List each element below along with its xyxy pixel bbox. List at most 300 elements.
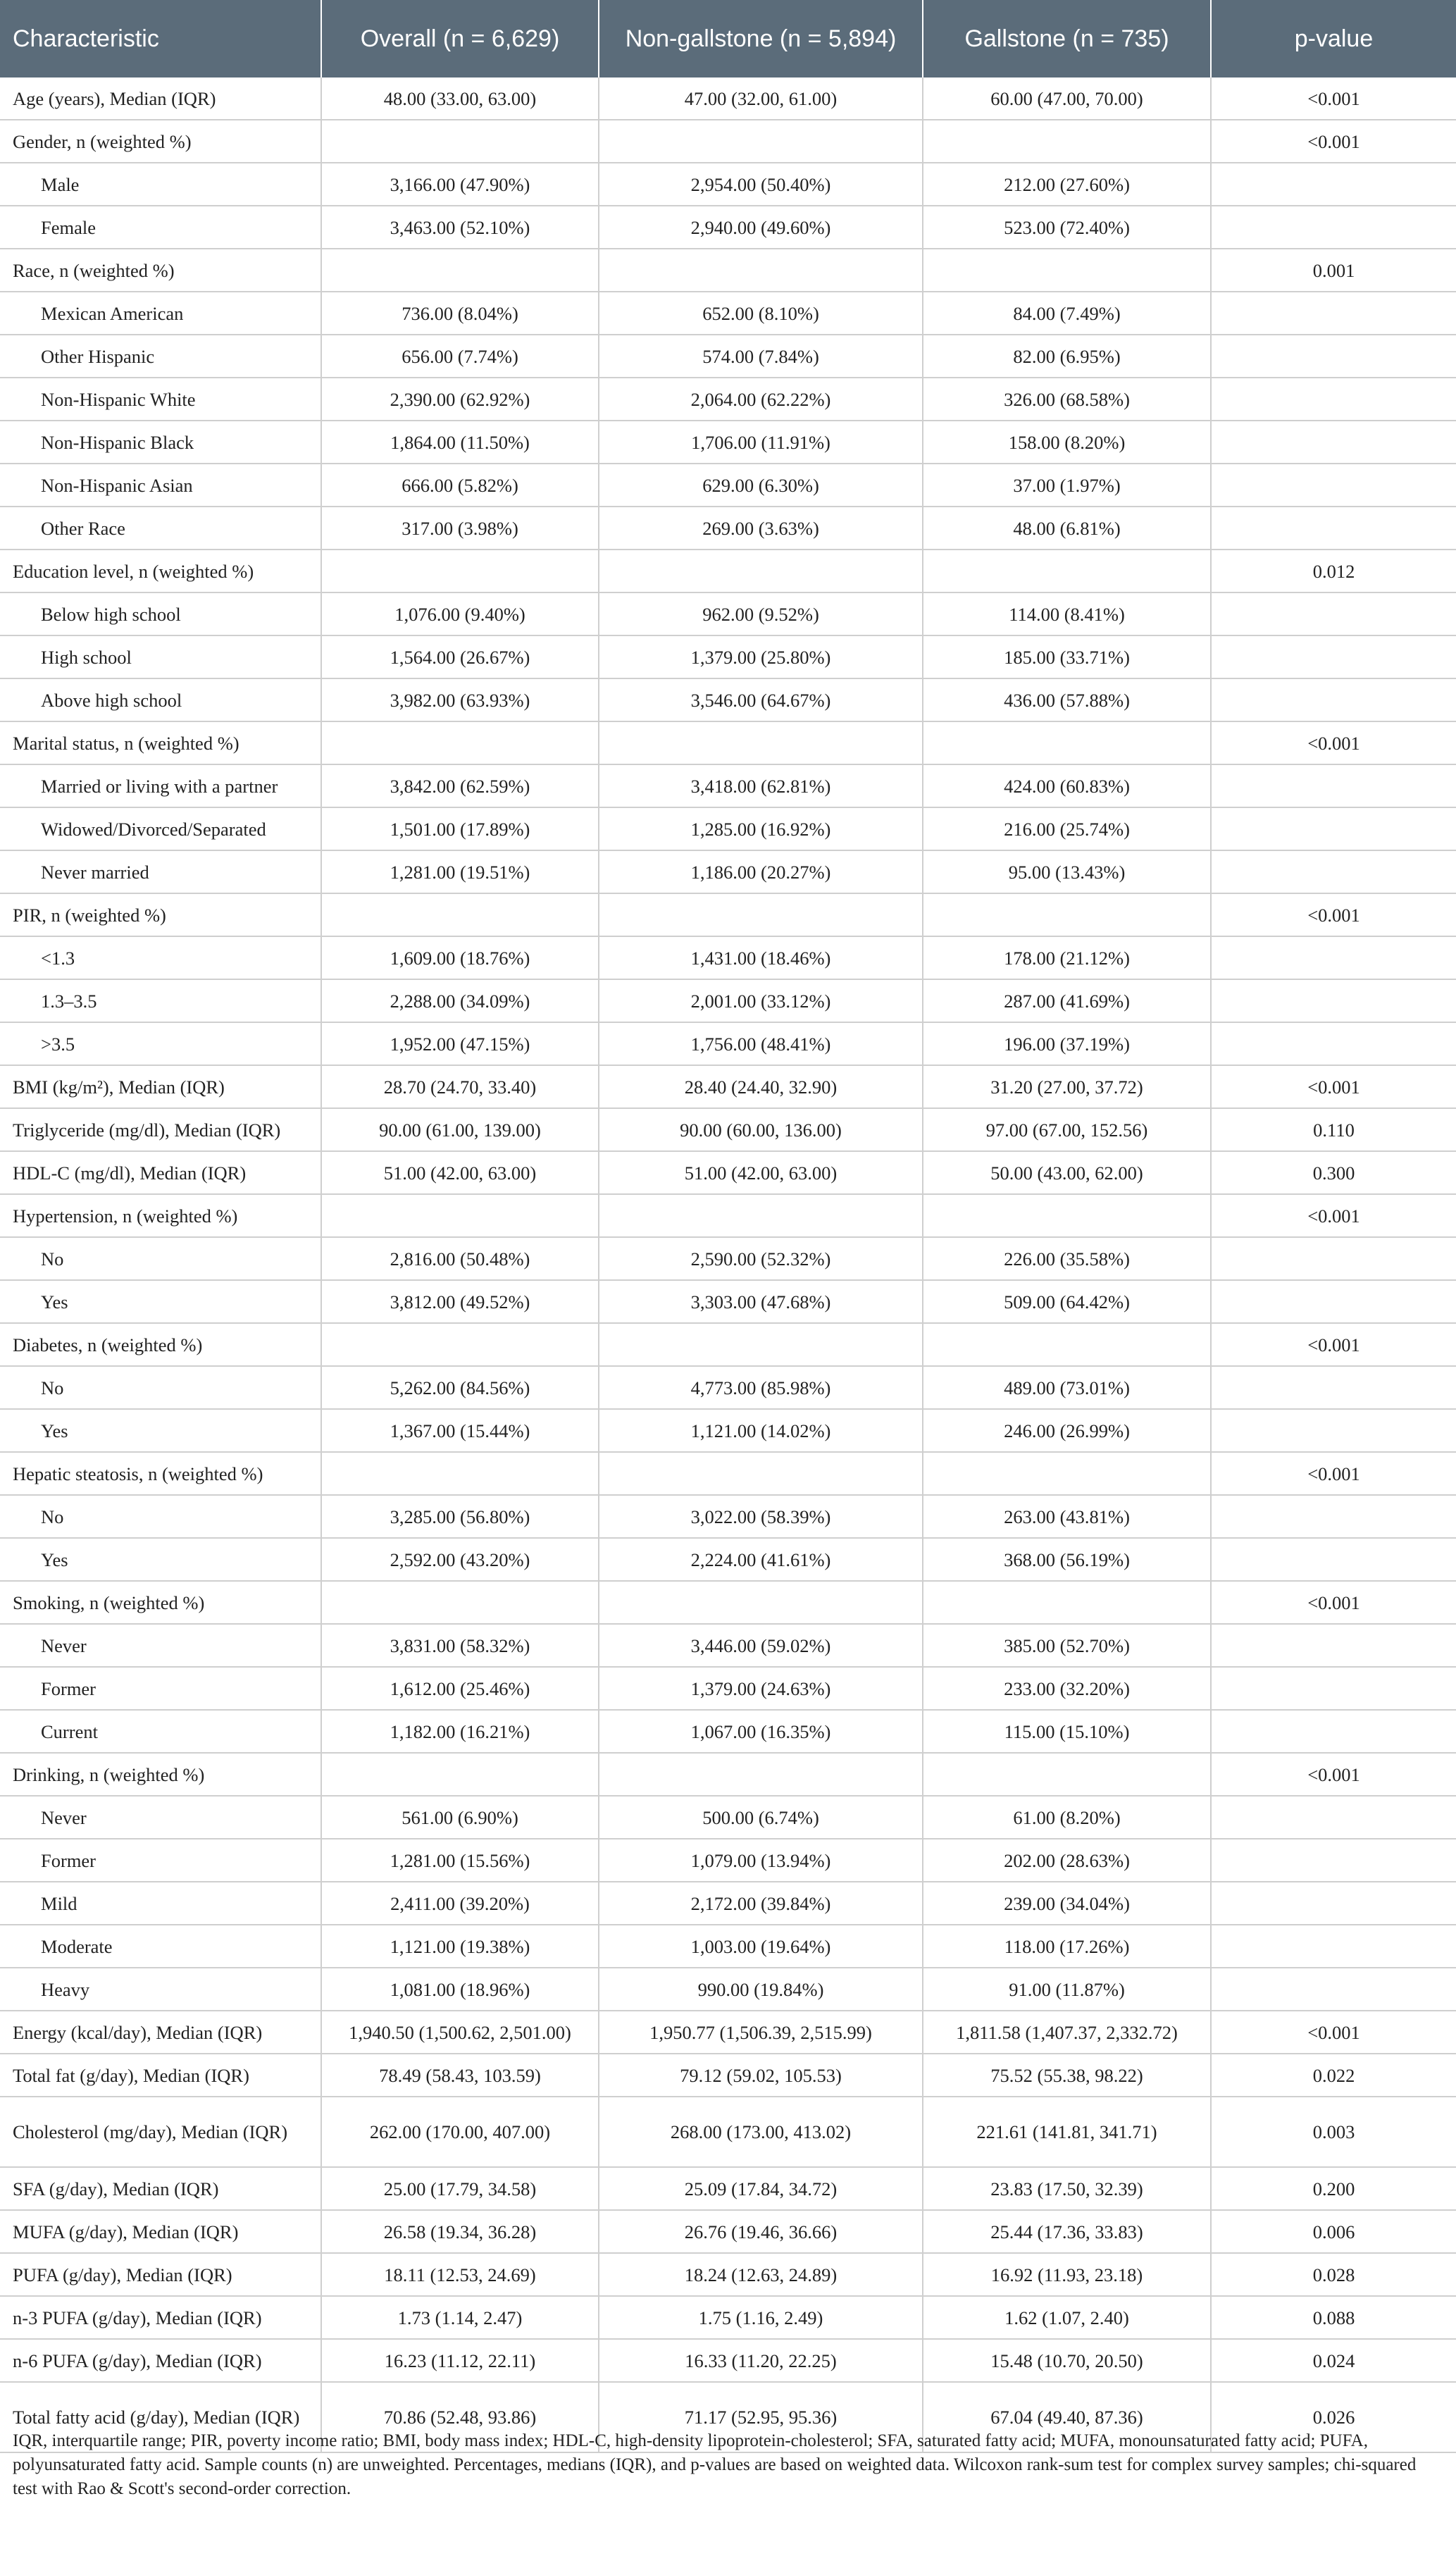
cell-gallstone: 23.83 (17.50, 32.39) <box>923 2167 1211 2210</box>
cell-characteristic: Married or living with a partner <box>0 764 321 807</box>
cell-overall: 2,592.00 (43.20%) <box>321 1538 599 1581</box>
cell-overall: 1,952.00 (47.15%) <box>321 1022 599 1065</box>
cell-non-gallstone: 25.09 (17.84, 34.72) <box>599 2167 923 2210</box>
cell-overall: 3,831.00 (58.32%) <box>321 1624 599 1667</box>
cell-gallstone: 239.00 (34.04%) <box>923 1882 1211 1925</box>
cell-overall <box>321 1323 599 1366</box>
cell-gallstone: 196.00 (37.19%) <box>923 1022 1211 1065</box>
cell-non-gallstone: 3,418.00 (62.81%) <box>599 764 923 807</box>
cell-overall: 25.00 (17.79, 34.58) <box>321 2167 599 2210</box>
cell-non-gallstone <box>599 721 923 764</box>
table-row <box>0 1280 1456 1323</box>
cell-non-gallstone <box>599 1753 923 1796</box>
cell-non-gallstone: 2,590.00 (52.32%) <box>599 1237 923 1280</box>
cell-characteristic: Total fat (g/day), Median (IQR) <box>0 2054 321 2097</box>
cell-gallstone: 82.00 (6.95%) <box>923 335 1211 378</box>
cell-non-gallstone: 71.17 (52.95, 95.36) <box>599 2382 923 2452</box>
cell-gallstone <box>923 1753 1211 1796</box>
cell-gallstone <box>923 721 1211 764</box>
cell-non-gallstone: 51.00 (42.00, 63.00) <box>599 1151 923 1194</box>
cell-overall <box>321 120 599 163</box>
table-row <box>0 1237 1456 1280</box>
cell-characteristic: Diabetes, n (weighted %) <box>0 1323 321 1366</box>
cell-gallstone: 178.00 (21.12%) <box>923 936 1211 979</box>
cell-non-gallstone: 1,379.00 (25.80%) <box>599 635 923 678</box>
cell-gallstone: 523.00 (72.40%) <box>923 206 1211 249</box>
cell-characteristic: Non-Hispanic White <box>0 378 321 421</box>
table-row <box>0 1495 1456 1538</box>
cell-overall: 1,612.00 (25.46%) <box>321 1667 599 1710</box>
table-row <box>0 421 1456 464</box>
cell-non-gallstone: 18.24 (12.63, 24.89) <box>599 2253 923 2296</box>
cell-p-value: 0.024 <box>1211 2339 1456 2382</box>
cell-p-value <box>1211 1667 1456 1710</box>
cell-p-value: 0.012 <box>1211 550 1456 592</box>
cell-p-value: 0.300 <box>1211 1151 1456 1194</box>
cell-p-value <box>1211 507 1456 550</box>
table-row <box>0 1108 1456 1151</box>
cell-gallstone: 489.00 (73.01%) <box>923 1366 1211 1409</box>
table-row <box>0 1710 1456 1753</box>
cell-p-value: <0.001 <box>1211 1065 1456 1108</box>
cell-p-value: <0.001 <box>1211 1581 1456 1624</box>
cell-overall: 1,940.50 (1,500.62, 2,501.00) <box>321 2011 599 2054</box>
table-row <box>0 635 1456 678</box>
cell-p-value <box>1211 1624 1456 1667</box>
cell-overall: 1,076.00 (9.40%) <box>321 592 599 635</box>
cell-characteristic: Never <box>0 1624 321 1667</box>
cell-p-value: 0.200 <box>1211 2167 1456 2210</box>
cell-non-gallstone: 1,950.77 (1,506.39, 2,515.99) <box>599 2011 923 2054</box>
cell-characteristic: Cholesterol (mg/day), Median (IQR) <box>0 2097 321 2167</box>
cell-p-value: <0.001 <box>1211 1323 1456 1366</box>
cell-characteristic: n-6 PUFA (g/day), Median (IQR) <box>0 2339 321 2382</box>
cell-overall <box>321 249 599 292</box>
cell-non-gallstone <box>599 1452 923 1495</box>
cell-characteristic: Triglyceride (mg/dl), Median (IQR) <box>0 1108 321 1151</box>
cell-non-gallstone: 962.00 (9.52%) <box>599 592 923 635</box>
cell-non-gallstone <box>599 550 923 592</box>
cell-characteristic: Moderate <box>0 1925 321 1968</box>
table-row <box>0 120 1456 163</box>
cell-p-value <box>1211 1710 1456 1753</box>
cell-overall: 1,081.00 (18.96%) <box>321 1968 599 2011</box>
header-characteristic: Characteristic <box>0 0 321 77</box>
cell-characteristic: Energy (kcal/day), Median (IQR) <box>0 2011 321 2054</box>
table-body <box>0 77 1456 2452</box>
cell-characteristic: Below high school <box>0 592 321 635</box>
cell-gallstone <box>923 1452 1211 1495</box>
cell-overall: 561.00 (6.90%) <box>321 1796 599 1839</box>
cell-p-value: 0.026 <box>1211 2382 1456 2452</box>
cell-non-gallstone: 1,431.00 (18.46%) <box>599 936 923 979</box>
cell-overall: 1,367.00 (15.44%) <box>321 1409 599 1452</box>
cell-gallstone: 424.00 (60.83%) <box>923 764 1211 807</box>
cell-overall: 656.00 (7.74%) <box>321 335 599 378</box>
cell-gallstone: 95.00 (13.43%) <box>923 850 1211 893</box>
cell-overall: 1,281.00 (15.56%) <box>321 1839 599 1882</box>
cell-p-value: <0.001 <box>1211 1753 1456 1796</box>
cell-gallstone <box>923 120 1211 163</box>
cell-gallstone: 25.44 (17.36, 33.83) <box>923 2210 1211 2253</box>
cell-gallstone: 61.00 (8.20%) <box>923 1796 1211 1839</box>
cell-p-value <box>1211 678 1456 721</box>
table-row <box>0 1925 1456 1968</box>
cell-gallstone: 185.00 (33.71%) <box>923 635 1211 678</box>
cell-gallstone: 115.00 (15.10%) <box>923 1710 1211 1753</box>
cell-non-gallstone: 79.12 (59.02, 105.53) <box>599 2054 923 2097</box>
table-row <box>0 292 1456 335</box>
cell-characteristic: Marital status, n (weighted %) <box>0 721 321 764</box>
cell-overall: 262.00 (170.00, 407.00) <box>321 2097 599 2167</box>
cell-p-value <box>1211 1882 1456 1925</box>
table-row <box>0 1065 1456 1108</box>
cell-non-gallstone: 47.00 (32.00, 61.00) <box>599 77 923 120</box>
cell-p-value <box>1211 1839 1456 1882</box>
cell-characteristic: Yes <box>0 1280 321 1323</box>
cell-overall: 2,816.00 (50.48%) <box>321 1237 599 1280</box>
cell-overall: 70.86 (52.48, 93.86) <box>321 2382 599 2452</box>
cell-overall: 3,982.00 (63.93%) <box>321 678 599 721</box>
cell-overall: 5,262.00 (84.56%) <box>321 1366 599 1409</box>
cell-p-value: <0.001 <box>1211 2011 1456 2054</box>
cell-gallstone <box>923 550 1211 592</box>
cell-overall: 16.23 (11.12, 22.11) <box>321 2339 599 2382</box>
cell-gallstone: 368.00 (56.19%) <box>923 1538 1211 1581</box>
cell-gallstone: 67.04 (49.40, 87.36) <box>923 2382 1211 2452</box>
cell-p-value <box>1211 1925 1456 1968</box>
cell-non-gallstone: 1,121.00 (14.02%) <box>599 1409 923 1452</box>
cell-overall: 2,288.00 (34.09%) <box>321 979 599 1022</box>
cell-overall: 317.00 (3.98%) <box>321 507 599 550</box>
cell-non-gallstone: 28.40 (24.40, 32.90) <box>599 1065 923 1108</box>
cell-non-gallstone <box>599 1323 923 1366</box>
cell-characteristic: Gender, n (weighted %) <box>0 120 321 163</box>
cell-non-gallstone <box>599 249 923 292</box>
cell-gallstone: 84.00 (7.49%) <box>923 292 1211 335</box>
cell-non-gallstone: 652.00 (8.10%) <box>599 292 923 335</box>
cell-characteristic: Other Race <box>0 507 321 550</box>
table-row <box>0 1022 1456 1065</box>
cell-p-value: <0.001 <box>1211 1452 1456 1495</box>
cell-characteristic: Widowed/Divorced/Separated <box>0 807 321 850</box>
table-row <box>0 721 1456 764</box>
table-row <box>0 1796 1456 1839</box>
cell-characteristic: Hypertension, n (weighted %) <box>0 1194 321 1237</box>
cell-non-gallstone: 3,022.00 (58.39%) <box>599 1495 923 1538</box>
table-row <box>0 1409 1456 1452</box>
cell-gallstone: 31.20 (27.00, 37.72) <box>923 1065 1211 1108</box>
cell-characteristic: No <box>0 1495 321 1538</box>
table-row <box>0 335 1456 378</box>
cell-characteristic: Former <box>0 1839 321 1882</box>
cell-overall <box>321 1581 599 1624</box>
cell-p-value <box>1211 1495 1456 1538</box>
cell-overall <box>321 1194 599 1237</box>
table-row <box>0 1194 1456 1237</box>
cell-characteristic: Male <box>0 163 321 206</box>
cell-characteristic: No <box>0 1237 321 1280</box>
table-row <box>0 2054 1456 2097</box>
cell-overall: 3,285.00 (56.80%) <box>321 1495 599 1538</box>
cell-characteristic: Mild <box>0 1882 321 1925</box>
cell-gallstone <box>923 1194 1211 1237</box>
cell-p-value <box>1211 1538 1456 1581</box>
cell-overall: 1,281.00 (19.51%) <box>321 850 599 893</box>
cell-non-gallstone: 26.76 (19.46, 36.66) <box>599 2210 923 2253</box>
cell-gallstone: 1.62 (1.07, 2.40) <box>923 2296 1211 2339</box>
cell-gallstone: 202.00 (28.63%) <box>923 1839 1211 1882</box>
table-row <box>0 936 1456 979</box>
cell-characteristic: No <box>0 1366 321 1409</box>
table-row <box>0 1968 1456 2011</box>
cell-p-value: 0.028 <box>1211 2253 1456 2296</box>
cell-gallstone: 287.00 (41.69%) <box>923 979 1211 1022</box>
cell-overall: 78.49 (58.43, 103.59) <box>321 2054 599 2097</box>
cell-non-gallstone: 1,706.00 (11.91%) <box>599 421 923 464</box>
cell-characteristic: Female <box>0 206 321 249</box>
table-row <box>0 2253 1456 2296</box>
cell-overall: 1,501.00 (17.89%) <box>321 807 599 850</box>
cell-overall <box>321 1753 599 1796</box>
cell-p-value: 0.001 <box>1211 249 1456 292</box>
table-header <box>0 0 1456 77</box>
cell-overall: 2,390.00 (62.92%) <box>321 378 599 421</box>
cell-p-value <box>1211 335 1456 378</box>
cell-p-value <box>1211 1968 1456 2011</box>
cell-characteristic: SFA (g/day), Median (IQR) <box>0 2167 321 2210</box>
table-row <box>0 979 1456 1022</box>
cell-overall: 1,121.00 (19.38%) <box>321 1925 599 1968</box>
cell-p-value: <0.001 <box>1211 721 1456 764</box>
table-row <box>0 1323 1456 1366</box>
cell-gallstone: 48.00 (6.81%) <box>923 507 1211 550</box>
table-row <box>0 550 1456 592</box>
table-row <box>0 163 1456 206</box>
table-row <box>0 1753 1456 1796</box>
cell-p-value <box>1211 1280 1456 1323</box>
cell-p-value <box>1211 1022 1456 1065</box>
cell-p-value: <0.001 <box>1211 1194 1456 1237</box>
cell-characteristic: Former <box>0 1667 321 1710</box>
cell-non-gallstone <box>599 1194 923 1237</box>
cell-non-gallstone: 269.00 (3.63%) <box>599 507 923 550</box>
cell-characteristic: High school <box>0 635 321 678</box>
table-row <box>0 1538 1456 1581</box>
cell-overall: 90.00 (61.00, 139.00) <box>321 1108 599 1151</box>
cell-gallstone <box>923 1581 1211 1624</box>
cell-characteristic: Other Hispanic <box>0 335 321 378</box>
cell-non-gallstone: 3,546.00 (64.67%) <box>599 678 923 721</box>
cell-p-value: <0.001 <box>1211 893 1456 936</box>
cell-gallstone: 246.00 (26.99%) <box>923 1409 1211 1452</box>
cell-overall <box>321 893 599 936</box>
cell-non-gallstone <box>599 1581 923 1624</box>
cell-gallstone: 60.00 (47.00, 70.00) <box>923 77 1211 120</box>
cell-characteristic: Never <box>0 1796 321 1839</box>
cell-overall: 26.58 (19.34, 36.28) <box>321 2210 599 2253</box>
cell-p-value: 0.022 <box>1211 2054 1456 2097</box>
cell-non-gallstone <box>599 120 923 163</box>
cell-overall: 1,609.00 (18.76%) <box>321 936 599 979</box>
cell-p-value: 0.088 <box>1211 2296 1456 2339</box>
cell-p-value <box>1211 1366 1456 1409</box>
cell-characteristic: Heavy <box>0 1968 321 2011</box>
table-row <box>0 2296 1456 2339</box>
cell-non-gallstone: 2,064.00 (62.22%) <box>599 378 923 421</box>
cell-overall: 3,812.00 (49.52%) <box>321 1280 599 1323</box>
table-row <box>0 378 1456 421</box>
cell-gallstone: 233.00 (32.20%) <box>923 1667 1211 1710</box>
cell-non-gallstone: 1,003.00 (19.64%) <box>599 1925 923 1968</box>
cell-non-gallstone: 574.00 (7.84%) <box>599 335 923 378</box>
cell-characteristic: Yes <box>0 1409 321 1452</box>
cell-gallstone: 97.00 (67.00, 152.56) <box>923 1108 1211 1151</box>
table-row <box>0 2167 1456 2210</box>
cell-characteristic: HDL-C (mg/dl), Median (IQR) <box>0 1151 321 1194</box>
table-row <box>0 592 1456 635</box>
cell-p-value <box>1211 807 1456 850</box>
cell-non-gallstone: 990.00 (19.84%) <box>599 1968 923 2011</box>
cell-gallstone <box>923 1323 1211 1366</box>
table-row <box>0 77 1456 120</box>
table-row <box>0 2011 1456 2054</box>
cell-characteristic: Drinking, n (weighted %) <box>0 1753 321 1796</box>
cell-overall: 736.00 (8.04%) <box>321 292 599 335</box>
table-row <box>0 1366 1456 1409</box>
cell-gallstone: 16.92 (11.93, 23.18) <box>923 2253 1211 2296</box>
table-footnote: IQR, interquartile range; PIR, poverty income ratio; BMI, body mass index; HDL-C, high-density lipoprotein-cholesterol; SFA, saturated fatty acid; MUFA, monounsaturated fatty acid; PUFA, polyunsaturated fatty acid. Sample counts (n) are unweighted. Percentages, medians (IQR), and p-values are based on weighted data. Wilcoxon rank-sum test for complex survey samples; chi-squared test with Rao & Scott's second-order correction. <box>13 2431 1417 2498</box>
table-row <box>0 764 1456 807</box>
header-gallstone: Gallstone (n = 735) <box>923 0 1211 77</box>
cell-non-gallstone: 1,285.00 (16.92%) <box>599 807 923 850</box>
cell-overall: 3,166.00 (47.90%) <box>321 163 599 206</box>
cell-non-gallstone: 1.75 (1.16, 2.49) <box>599 2296 923 2339</box>
cell-non-gallstone: 1,079.00 (13.94%) <box>599 1839 923 1882</box>
cell-p-value <box>1211 936 1456 979</box>
cell-overall <box>321 721 599 764</box>
cell-characteristic: Non-Hispanic Asian <box>0 464 321 507</box>
cell-gallstone <box>923 893 1211 936</box>
cell-overall: 1,564.00 (26.67%) <box>321 635 599 678</box>
cell-gallstone: 263.00 (43.81%) <box>923 1495 1211 1538</box>
table-row <box>0 807 1456 850</box>
cell-non-gallstone: 1,186.00 (20.27%) <box>599 850 923 893</box>
cell-non-gallstone: 4,773.00 (85.98%) <box>599 1366 923 1409</box>
cell-non-gallstone: 2,224.00 (41.61%) <box>599 1538 923 1581</box>
cell-non-gallstone: 3,446.00 (59.02%) <box>599 1624 923 1667</box>
cell-p-value <box>1211 163 1456 206</box>
cell-characteristic: PIR, n (weighted %) <box>0 893 321 936</box>
table-row <box>0 850 1456 893</box>
cell-p-value: 0.003 <box>1211 2097 1456 2167</box>
header-non-gallstone: Non-gallstone (n = 5,894) <box>599 0 923 77</box>
cell-gallstone <box>923 249 1211 292</box>
cell-p-value <box>1211 764 1456 807</box>
cell-overall: 3,842.00 (62.59%) <box>321 764 599 807</box>
table-row <box>0 1839 1456 1882</box>
cell-gallstone: 212.00 (27.60%) <box>923 163 1211 206</box>
cell-p-value: <0.001 <box>1211 120 1456 163</box>
cell-non-gallstone <box>599 893 923 936</box>
cell-overall: 666.00 (5.82%) <box>321 464 599 507</box>
cell-p-value <box>1211 635 1456 678</box>
cell-overall: 3,463.00 (52.10%) <box>321 206 599 249</box>
cell-gallstone: 221.61 (141.81, 341.71) <box>923 2097 1211 2167</box>
cell-overall <box>321 550 599 592</box>
cell-characteristic: >3.5 <box>0 1022 321 1065</box>
cell-non-gallstone: 1,379.00 (24.63%) <box>599 1667 923 1710</box>
cell-characteristic: Age (years), Median (IQR) <box>0 77 321 120</box>
cell-gallstone: 326.00 (68.58%) <box>923 378 1211 421</box>
cell-characteristic: Above high school <box>0 678 321 721</box>
cell-characteristic: Mexican American <box>0 292 321 335</box>
cell-gallstone: 15.48 (10.70, 20.50) <box>923 2339 1211 2382</box>
cell-p-value <box>1211 592 1456 635</box>
cell-characteristic: <1.3 <box>0 936 321 979</box>
table-row <box>0 678 1456 721</box>
cell-characteristic: 1.3–3.5 <box>0 979 321 1022</box>
table-row <box>0 464 1456 507</box>
table-row <box>0 2097 1456 2167</box>
cell-gallstone: 158.00 (8.20%) <box>923 421 1211 464</box>
cell-characteristic: Education level, n (weighted %) <box>0 550 321 592</box>
cell-p-value <box>1211 464 1456 507</box>
cell-p-value: 0.006 <box>1211 2210 1456 2253</box>
cell-non-gallstone: 629.00 (6.30%) <box>599 464 923 507</box>
table-row <box>0 1581 1456 1624</box>
cell-overall: 48.00 (33.00, 63.00) <box>321 77 599 120</box>
cell-p-value <box>1211 979 1456 1022</box>
cell-p-value: 0.110 <box>1211 1108 1456 1151</box>
table-row <box>0 1882 1456 1925</box>
cell-p-value <box>1211 292 1456 335</box>
cell-characteristic: Non-Hispanic Black <box>0 421 321 464</box>
cell-overall: 1.73 (1.14, 2.47) <box>321 2296 599 2339</box>
cell-overall <box>321 1452 599 1495</box>
cell-gallstone: 75.52 (55.38, 98.22) <box>923 2054 1211 2097</box>
cell-non-gallstone: 3,303.00 (47.68%) <box>599 1280 923 1323</box>
table-row <box>0 893 1456 936</box>
cell-p-value <box>1211 850 1456 893</box>
cell-gallstone: 436.00 (57.88%) <box>923 678 1211 721</box>
cell-characteristic: Never married <box>0 850 321 893</box>
cell-characteristic: PUFA (g/day), Median (IQR) <box>0 2253 321 2296</box>
cell-gallstone: 385.00 (52.70%) <box>923 1624 1211 1667</box>
cell-characteristic: Race, n (weighted %) <box>0 249 321 292</box>
cell-gallstone: 91.00 (11.87%) <box>923 1968 1211 2011</box>
cell-non-gallstone: 2,172.00 (39.84%) <box>599 1882 923 1925</box>
cell-non-gallstone: 16.33 (11.20, 22.25) <box>599 2339 923 2382</box>
cell-characteristic: n-3 PUFA (g/day), Median (IQR) <box>0 2296 321 2339</box>
table-row <box>0 1452 1456 1495</box>
table-row <box>0 249 1456 292</box>
table-row <box>0 206 1456 249</box>
cell-p-value <box>1211 206 1456 249</box>
cell-characteristic: Hepatic steatosis, n (weighted %) <box>0 1452 321 1495</box>
table-row <box>0 2210 1456 2253</box>
cell-non-gallstone: 2,940.00 (49.60%) <box>599 206 923 249</box>
cell-characteristic: Yes <box>0 1538 321 1581</box>
cell-non-gallstone: 2,954.00 (50.40%) <box>599 163 923 206</box>
table-row <box>0 1667 1456 1710</box>
cell-overall: 18.11 (12.53, 24.69) <box>321 2253 599 2296</box>
cell-p-value: <0.001 <box>1211 77 1456 120</box>
header-p-value: p-value <box>1211 0 1456 77</box>
cell-overall: 1,182.00 (16.21%) <box>321 1710 599 1753</box>
cell-p-value <box>1211 1409 1456 1452</box>
cell-overall: 1,864.00 (11.50%) <box>321 421 599 464</box>
